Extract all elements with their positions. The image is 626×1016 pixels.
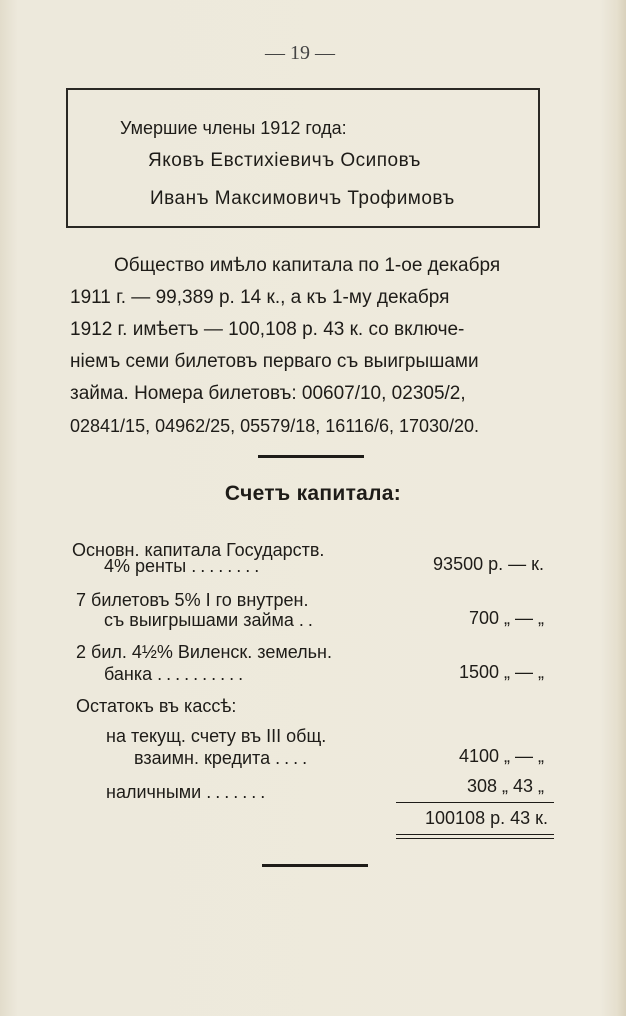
leader-dots: ..	[298, 610, 317, 630]
item-label	[104, 556, 263, 577]
paragraph-line: Общество имѣло капитала по 1-ое декабря	[114, 255, 501, 276]
item-label-text: 4% ренты	[104, 556, 187, 576]
section-heading: Счетъ капитала:	[224, 482, 402, 505]
item-amount: 308 „ 43 „	[466, 776, 544, 796]
paragraph-line: 02841/15, 04962/25, 05579/18, 16116/6, 17030/20.	[70, 416, 480, 436]
deceased-caption: Умершие члены 1912 года:	[120, 118, 347, 138]
item-amount: 4100 „ — „	[458, 746, 544, 766]
paragraph-line: займа. Номера билетовъ: 00607/10, 02305/2,	[70, 383, 466, 404]
divider-rule	[262, 864, 368, 867]
item-label: 7 билетовъ 5% I го внутрен.	[76, 590, 309, 610]
leader-dots: ..........	[157, 664, 248, 684]
item-amount: 700 „ — „	[468, 608, 544, 628]
item-label: Основн. капитала Государств.	[72, 540, 325, 560]
total-amount: 100108 р. 43 к.	[425, 808, 548, 828]
deceased-members-box	[66, 88, 540, 228]
leader-dots: ........	[191, 556, 264, 576]
page-number: — 19 —	[265, 42, 335, 64]
paragraph-line: 1912 г. имѣетъ — 100,108 р. 43 к. со включе-	[70, 319, 465, 340]
item-label	[106, 782, 269, 803]
total-rule	[396, 838, 554, 839]
item-label-text: взаимн. кредита	[134, 748, 271, 768]
page-edge	[616, 0, 626, 1016]
item-label	[104, 664, 247, 685]
item-amount: 93500 р. — к.	[433, 554, 544, 574]
sum-rule	[396, 802, 554, 803]
paragraph-line: 1911 г. — 99,389 р. 14 к., а къ 1-му декабря	[70, 287, 450, 308]
item-label: на текущ. счету въ III общ.	[106, 726, 327, 746]
item-label-text: съ выигрышами займа	[104, 610, 294, 630]
deceased-name: Иванъ Максимовичъ Трофимовъ	[150, 188, 455, 209]
item-label-text: банка	[104, 664, 153, 684]
deceased-name: Яковъ Евстиxіевичъ Осиповъ	[148, 150, 421, 171]
item-label-text: наличными	[106, 782, 202, 802]
total-rule	[396, 834, 554, 835]
leader-dots: .......	[206, 782, 270, 802]
cash-heading: Остатокъ въ кассѣ:	[76, 696, 237, 716]
item-label: 2 бил. 4½% Виленск. земельн.	[76, 642, 332, 662]
item-label	[104, 610, 317, 631]
paragraph-line: ніемъ семи билетовъ перваго съ выигрышами	[70, 351, 479, 372]
divider-rule	[258, 455, 364, 458]
item-amount: 1500 „ — „	[458, 662, 544, 682]
item-label	[134, 748, 311, 769]
leader-dots: ....	[275, 748, 312, 768]
